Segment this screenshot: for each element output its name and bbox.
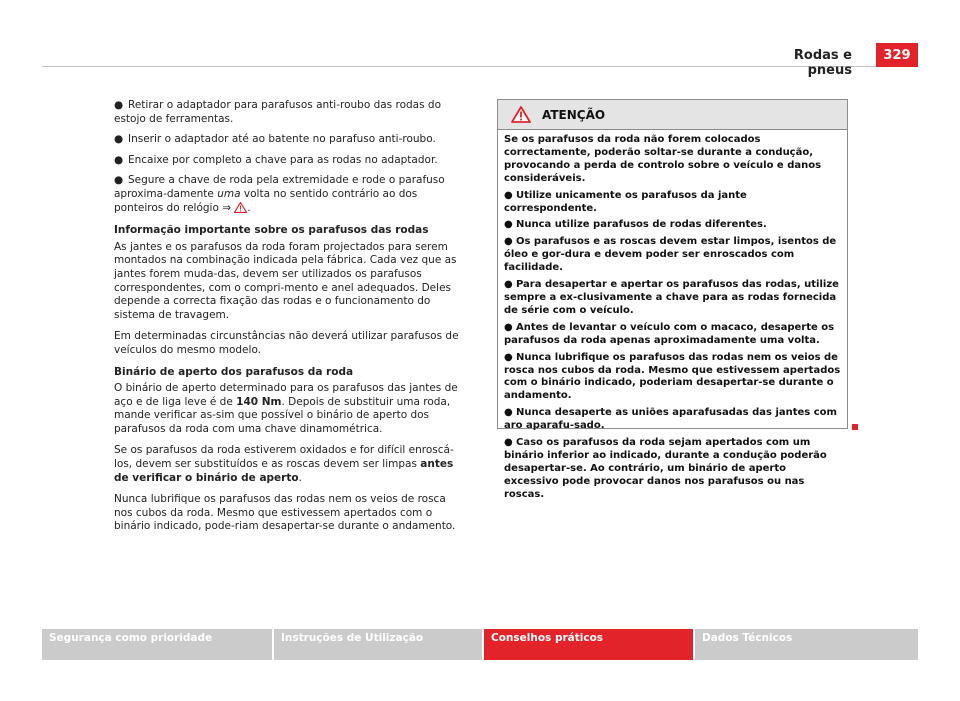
list-item: ● Os parafusos e as roscas devem estar limpos, isentos de óleo e gor-dura e devem poder ser enroscados com facilidade.: [504, 236, 837, 274]
tab-dados-tecnicos[interactable]: Dados Técnicos: [695, 629, 918, 660]
list-item: ● Retirar o adaptador para parafusos anti-roubo das rodas do estojo de ferramentas.: [114, 99, 441, 125]
list-item: ● Nunca lubrifique os parafusos das rodas nem os veios de rosca nos cubos da roda. Mesmo que estivessem apertados com o binário indicado, poderiam desapertar-se durante o andamento.: [504, 351, 841, 402]
list-item: ● Antes de levantar o veículo com o macaco, desaperte os parafusos da roda apenas aproximadamente uma volta.: [504, 321, 835, 346]
list-item: ● Utilize unicamente os parafusos da jante correspondente.: [504, 189, 747, 214]
warning-box: [497, 99, 848, 500]
tab-seguranca[interactable]: Segurança como prioridade: [42, 629, 272, 660]
bullet-icon: ●: [504, 279, 513, 291]
bullet-icon: ●: [114, 153, 124, 166]
tab-instrucoes[interactable]: Instruções de Utilização: [274, 629, 482, 660]
warning-intro: Se os parafusos da roda não forem colocados correctamente, poderão soltar-se durante a condução, provocando a perda de controlo sobre o veículo e danos consideráveis.: [504, 134, 822, 184]
paragraph: Se os parafusos da roda estiverem oxidados e for difícil enroscá-los, devem ser substituídos e as roscas devem ser limpas antes de verificar o binário de aperto.: [114, 444, 454, 484]
bullet-icon: ●: [114, 99, 124, 111]
section-title: Rodas e pneus: [793, 48, 852, 78]
bullet-icon: ●: [504, 437, 513, 449]
bullet-icon: ●: [114, 174, 124, 187]
paragraph: As jantes e os parafusos da roda foram projectados para serem montados na combinação indicada pela fábrica. Cada vez que as jantes forem muda-das, devem ser utilizados os parafusos correspondentes, com o compri-mento e anel adequados. Deles depende a correcta fixação das rodas e o funcionamento do sistema de travagem.: [114, 240, 457, 321]
warning-body: [498, 130, 847, 502]
list-item: ● Para desapertar e apertar os parafusos das rodas, utilize sempre a ex-clusivamente a chave para as rodas fornecida de série com o veículo.: [504, 279, 839, 316]
list-item: ● Nunca utilize parafusos de rodas diferentes.: [504, 219, 767, 231]
bullet-icon: ●: [504, 407, 513, 419]
bullet-icon: ●: [504, 351, 513, 363]
section-end-marker: [852, 424, 858, 430]
list-item: ● Nunca desaperte as uniões aparafusadas das jantes com aro aparafu-sado.: [504, 407, 837, 432]
warning-header: [498, 100, 847, 130]
paragraph: Em determinadas circunstâncias não deverá utilizar parafusos de veículos do mesmo modelo.: [114, 330, 459, 356]
warning-reference-icon[interactable]: [234, 202, 247, 218]
page-number: 329: [876, 43, 918, 67]
list-item: ● Segure a chave de roda pela extremidade e rode o parafuso aproxima-damente uma volta no sentido contrário ao dos ponteiros do relógio ⇒ .: [114, 174, 466, 217]
bullet-icon: ●: [504, 219, 513, 231]
list-item: ● Inserir o adaptador até ao batente no parafuso anti-roubo.: [114, 133, 436, 146]
bullet-icon: ●: [504, 189, 513, 201]
left-column: [114, 99, 466, 542]
paragraph: Nunca lubrifique os parafusos das rodas nem os veios de rosca nos cubos da roda. Mesmo que estivessem apertados com o binário indicado, pode-riam desapertar-se durante o andamento.: [114, 493, 456, 533]
heading-torque: Binário de aperto dos parafusos da roda: [114, 365, 354, 378]
list-item: ● Caso os parafusos da roda sejam apertados com um binário inferior ao indicado, durante a condução poderão desapertar-se. Ao contrário, um binário de aperto excessivo pode provocar danos nos parafusos ou nas roscas.: [504, 437, 827, 500]
bullet-icon: ●: [114, 133, 124, 146]
paragraph: O binário de aperto determinado para os parafusos das jantes de aço e de liga leve é de 140 Nm. Depois de substituir uma roda, mande verificar as-sim que possível o binário de aperto dos parafusos da roda com uma chave dinamométrica.: [114, 382, 458, 435]
warning-title: ATENÇÃO: [542, 108, 606, 122]
footer-nav: [42, 629, 918, 660]
list-item: ● Encaixe por completo a chave para as rodas no adaptador.: [114, 153, 438, 166]
bullet-icon: ●: [504, 236, 513, 248]
warning-icon: [511, 106, 531, 127]
bullet-icon: ●: [504, 321, 513, 333]
heading-important-info: Informação importante sobre os parafusos das rodas: [114, 224, 429, 237]
tab-conselhos[interactable]: Conselhos práticos: [484, 629, 693, 660]
